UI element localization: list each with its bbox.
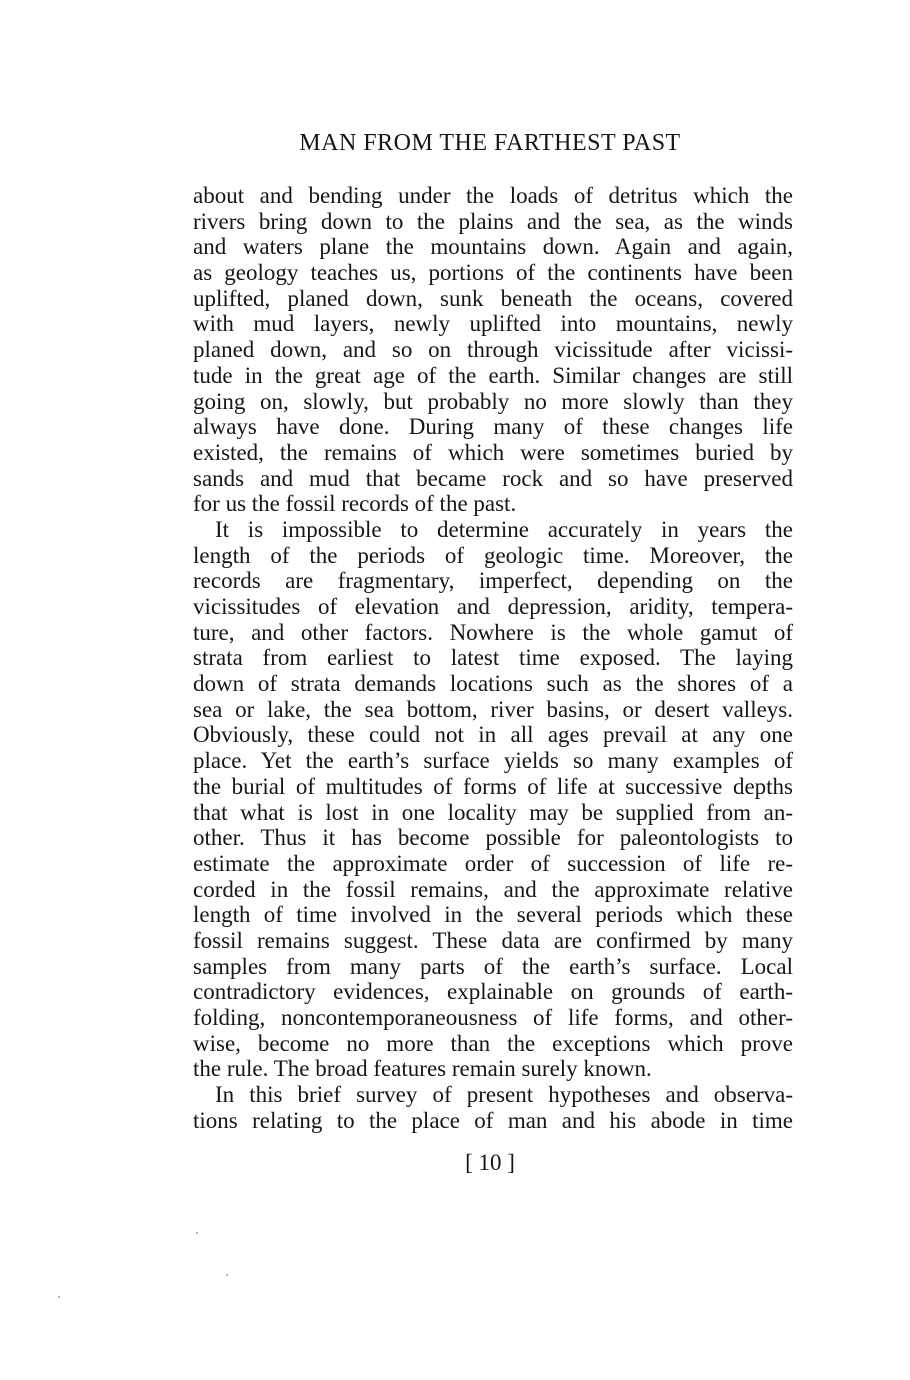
text-line: estimate the approximate order of succession of life re- [193,850,793,876]
text-line: going on, slowly, but probably no more slowly than they [193,388,793,414]
text-line: wise, become no more than the exceptions which prove [193,1030,793,1056]
text-line: down of strata demands locations such as the shores of a [193,671,793,697]
text-line: corded in the fossil remains, and the approximate relative [193,876,793,902]
body-text [193,183,793,1133]
text-line: planed down, and so on through vicissitude after vicissi- [193,337,793,363]
text-line: sands and mud that became rock and so have preserved [193,465,793,491]
page-number: [ 10 ] [465,1150,515,1175]
text-line: existed, the remains of which were sometimes buried by [193,439,793,465]
text-line: and waters plane the mountains down. Again and again, [193,234,793,260]
text-line: with mud layers, newly uplifted into mountains, newly [193,311,793,337]
text-line: contradictory evidences, explainable on grounds of earth- [193,979,793,1005]
text-line: rivers bring down to the plains and the sea, as the winds [193,208,793,234]
text-line: as geology teaches us, portions of the continents have been [193,260,793,286]
text-line: ture, and other factors. Nowhere is the whole gamut of [193,619,793,645]
text-line: uplifted, planed down, sunk beneath the oceans, covered [193,285,793,311]
paper-speck [58,1296,60,1298]
paragraph-end-line: the rule. The broad features remain surely known. [193,1056,652,1082]
text-line: tions relating to the place of man and his abode in time [193,1107,793,1133]
text-line: length of time involved in the several periods which these [193,902,793,928]
text-line: samples from many parts of the earth’s surface. Local [193,953,793,979]
running-head: MAN FROM THE FARTHEST PAST [299,130,681,156]
text-line: fossil remains suggest. These data are confirmed by many [193,927,793,953]
text-line: strata from earliest to latest time exposed. The laying [193,645,793,671]
text-line: that what is lost in one locality may be supplied from an- [193,799,793,825]
paragraph-first-line: In this brief survey of present hypotheses and observa- [215,1082,793,1108]
text-line: about and bending under the loads of detritus which the [193,183,793,208]
text-line: records are fragmentary, imperfect, depending on the [193,568,793,594]
text-line: the burial of multitudes of forms of life at successive depths [193,773,793,799]
text-line: tude in the great age of the earth. Similar changes are still [193,362,793,388]
text-line: place. Yet the earth’s surface yields so many examples of [193,748,793,774]
text-line: other. Thus it has become possible for paleontologists to [193,825,793,851]
text-line: length of the periods of geologic time. Moreover, the [193,542,793,568]
paper-speck [226,1274,228,1276]
text-line: always have done. During many of these changes life [193,414,793,440]
text-line: vicissitudes of elevation and depression, aridity, tempera- [193,594,793,619]
paper-speck [196,1232,198,1234]
text-line: folding, noncontemporaneousness of life forms, and other- [193,1005,793,1030]
paragraph-first-line: It is impossible to determine accurately in years the [215,516,793,542]
paragraph-end-line: for us the fossil records of the past. [193,491,517,517]
text-line: Obviously, these could not in all ages prevail at any one [193,722,793,748]
text-line: sea or lake, the sea bottom, river basins, or desert valleys. [193,696,793,722]
